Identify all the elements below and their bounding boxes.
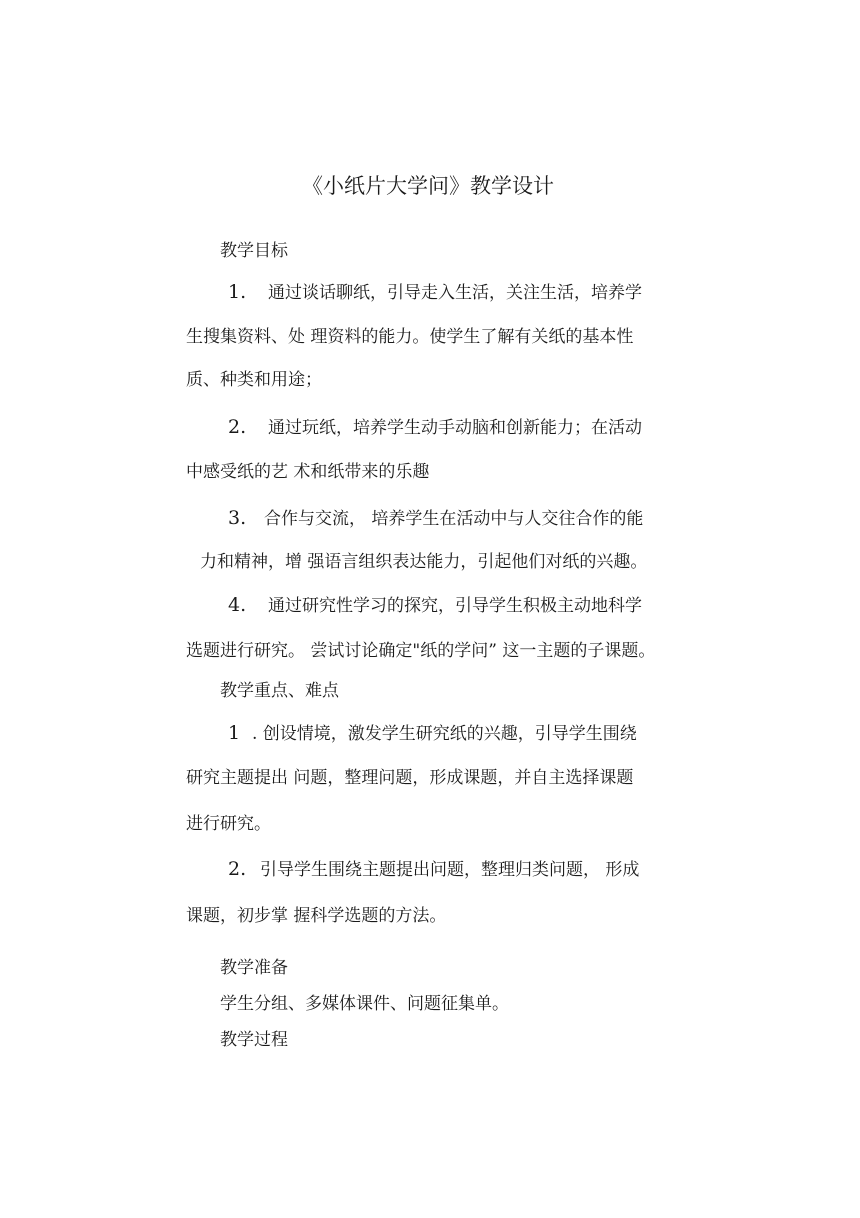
preparation-heading: 教学准备 [220,958,288,978]
keypoints-heading: 教学重点、难点 [220,681,339,701]
objective-1-number: 1. [228,281,247,303]
process-heading: 教学过程 [220,1030,288,1050]
objective-3-number: 3. [228,507,247,529]
document-title: 《小纸片大学问》教学设计 [302,174,554,198]
keypoint-1-line-1: . 创设情境，激发学生研究纸的兴趣，引导学生围绕 [252,724,637,744]
objective-2-number: 2. [228,416,247,438]
keypoint-2-line-2: 课题，初步掌 握科学选题的方法。 [186,906,447,926]
keypoint-1-line-3: 进行研究。 [186,814,271,834]
keypoint-2-line-1: 引导学生围绕主题提出问题，整理归类问题， 形成 [260,860,640,880]
keypoint-1-number: 1 [228,722,241,744]
objective-4-line-2: 选题进行研究。 尝试讨论确定"纸的学问” 这一主题的子课题。 [186,641,656,661]
keypoint-1-line-2: 研究主题提出 问题，整理问题，形成课题，并自主选择课题 [186,768,634,788]
objectives-heading: 教学目标 [220,241,288,261]
keypoint-2-number: 2. [228,858,247,880]
objective-1-line-2: 生搜集资料、处 理资料的能力。使学生了解有关纸的基本性 [186,327,634,347]
objective-2-line-2: 中感受纸的艺 术和纸带来的乐趣 [186,462,430,482]
objective-1-line-1: 通过谈话聊纸，引导走入生活，关注生活，培养学 [268,283,642,303]
objective-4-number: 4. [228,594,247,616]
objective-4-line-1: 通过研究性学习的探究，引导学生积极主动地科学 [268,596,642,616]
preparation-text: 学生分组、多媒体课件、问题征集单。 [220,994,509,1014]
objective-3-line-2: 力和精神，增 强语言组织表达能力，引起他们对纸的兴趣。 [200,552,648,572]
objective-1-line-3: 质、种类和用途； [186,370,322,390]
objective-2-line-1: 通过玩纸，培养学生动手动脑和创新能力；在活动 [268,418,642,438]
objective-3-line-1: 合作与交流， 培养学生在活动中与人交往合作的能 [264,509,644,529]
